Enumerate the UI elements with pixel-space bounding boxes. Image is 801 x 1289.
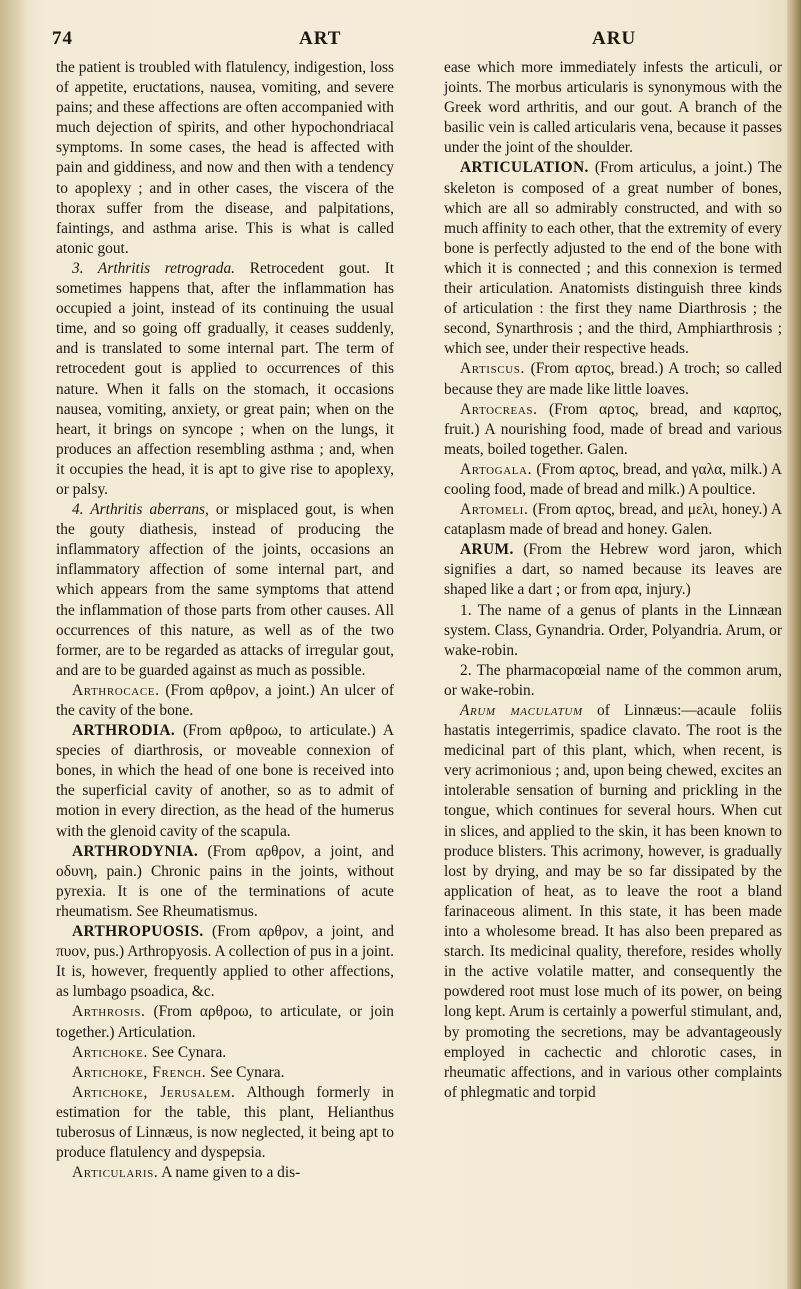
entry-headword: Artiscus. <box>460 360 525 378</box>
left-running-head: ART <box>299 28 342 49</box>
entry-headword: 1. <box>460 601 472 619</box>
dictionary-entry <box>444 540 782 600</box>
entry-headword: Arum maculatum <box>460 702 583 719</box>
entry-text: or misplaced gout, is when the gouty diathesis, instead of producing the inflammatory affection of the joints, occasions an inflammatory affection of some internal part, and which appears from the same symptoms that attend the inflammation of those parts from other causes. All occurrences of this nature, as well as of the two former, are to be regarded as attacks of irregular gout, and are to be guarded against as much as possible. <box>56 501 394 679</box>
entry-text: See Cynara. <box>206 1063 285 1081</box>
dictionary-entry <box>56 1002 394 1042</box>
entry-headword: Arthrosis. <box>72 1003 146 1021</box>
entry-headword: ARTHROPUOSIS. <box>72 923 204 941</box>
entry-text: (From αρτος, bread, and καρπος, fruit.) A nourishing food, made of bread and various meats, boiled together. Galen. <box>444 400 782 458</box>
page-binding-shadow <box>0 0 28 1289</box>
entry-text: (From articulus, a joint.) The skeleton is composed of a great number of bones, which are all so admirably constructed, and with so much affinity to each other, that the extremity of every bone is perfectly adjusted to the end of the bone with which it is connected ; and this connexion is termed their articulation. Anatomists distinguish three kinds of articulation : the first they name Diarthrosis ; the second, Synarthrosis ; and the third, Amphiarthrosis ; which see, under their respective heads. <box>444 159 782 358</box>
dictionary-entry <box>56 1083 394 1163</box>
entry-text: A name given to a dis- <box>158 1164 301 1182</box>
right-running-head: ARU <box>592 28 637 49</box>
entry-text: (From αρθροω, to articulate, or join together.) Articulation. <box>56 1003 394 1041</box>
dictionary-entry <box>444 701 782 1103</box>
dictionary-entry <box>444 400 782 460</box>
dictionary-entry <box>444 158 782 359</box>
right-column <box>444 58 782 1103</box>
page-edge <box>787 0 801 1289</box>
entry-text: (From αρτος, bread.) A troch; so called because they are made like little loaves. <box>444 360 782 398</box>
entry-headword: Artomeli. <box>460 501 529 519</box>
dictionary-entry <box>56 1063 394 1083</box>
running-header <box>52 28 768 54</box>
entry-text: (From the Hebrew word jaron, which signifies a dart, so named because its leaves are shaped like a dart ; or from αρα, injury.) <box>444 541 782 599</box>
dictionary-entry <box>444 500 782 540</box>
dictionary-entry <box>56 681 394 721</box>
entry-text: (From αρθρον, a joint, and πυον, pus.) Arthropyosis. A collection of pus in a joint. It is, however, frequently applied to other affections, as lumbago psoadica, &c. <box>56 923 394 1001</box>
entry-text: (From αρθρον, a joint, and οδυνη, pain.) Chronic pains in the joints, without pyrexia. It is one of the terminations of acute rheumatism. See Rheumatismus. <box>56 842 394 920</box>
entry-headword: 3. Arthritis retrograda. <box>72 259 236 277</box>
dictionary-entry <box>56 922 394 1002</box>
page-number: 74 <box>52 28 73 49</box>
entry-text: the patient is troubled with flatulency, indigestion, loss of appetite, eructations, nausea, vomiting, and severe pains; and these affections are often accompanied with much dejection of spirits, and other hypochondriacal symptoms. In some cases, the head is affected with pain and giddiness, and now and then with a tendency to apoplexy ; and in other cases, the viscera of the thorax suffer from the disease, and palpitations, faintings, and asthma arise. This is what is called atonic gout. <box>56 59 394 257</box>
dictionary-entry <box>444 359 782 399</box>
entry-headword: Artogala. <box>460 460 533 478</box>
entry-text: The pharmacopœial name of the common arum, or wake-robin. <box>444 661 782 699</box>
dictionary-entry <box>56 259 394 500</box>
entry-text: ease which more immediately infests the articuli, or joints. The morbus articularis is synonymous with the Greek word arthritis, and our gout. A branch of the basilic vein is called articularis vena, because it passes under the joint of the shoulder. <box>444 59 782 157</box>
dictionary-entry <box>444 601 782 661</box>
entry-text: Retrocedent gout. It sometimes happens that, after the inflammation has occupied a joint, instead of its continuing the usual time, and so going off gradually, it ceases suddenly, and is translated to some internal part. The term of retrocedent gout is applied to occurrences of this nature. When it falls on the stomach, it occasions nausea, vomiting, anxiety, or great pain; when on the heart, it brings on syncope ; when on the lungs, it produces an affection resembling asthma ; and, when it occupies the head, it is apt to give rise to apoplexy, or palsy. <box>56 259 394 498</box>
dictionary-entry <box>56 842 394 922</box>
entry-headword: ARTHRODYNIA. <box>72 842 199 860</box>
entry-headword: ARUM. <box>460 541 514 559</box>
entry-headword: Artichoke, French. <box>72 1063 207 1081</box>
entry-headword: 2. <box>460 661 472 679</box>
dictionary-entry <box>56 721 394 842</box>
entry-headword: 4. Arthritis aberrans, <box>72 501 209 519</box>
entry-headword: ARTHRODIA. <box>72 722 176 740</box>
entry-headword: Artichoke, Jerusalem. <box>72 1083 236 1101</box>
entry-text: (From αρθρον, a joint.) An ulcer of the cavity of the bone. <box>56 681 394 719</box>
dictionary-entry <box>444 661 782 701</box>
entry-text: See Cynara. <box>147 1043 227 1061</box>
dictionary-entry <box>56 1043 394 1063</box>
entry-headword: Artichoke. <box>72 1043 148 1061</box>
entry-text: Although formerly in estimation for the table, this plant, Helianthus tuberosus of Linnæus, is now neglected, it being apt to produce flatulency and dyspepsia. <box>56 1083 395 1162</box>
entry-headword: ARTICULATION. <box>460 159 589 177</box>
entry-text: The name of a genus of plants in the Linnæan system. Class, Gynandria. Order, Polyandria. Arum, or wake-robin. <box>444 601 782 659</box>
dictionary-entry <box>444 58 782 158</box>
entry-text: (From αρτος, bread, and μελι, honey.) A cataplasm made of bread and honey. Galen. <box>444 501 782 539</box>
dictionary-entry <box>56 1163 394 1183</box>
entry-text: (From αρθροω, to articulate.) A species of diarthrosis, or moveable connexion of bones, in which the head of one bone is received into the superficial cavity of another, so as to admit of motion in every direction, as the head of the humerus with the glenoid cavity of the scapula. <box>56 722 394 840</box>
dictionary-entry <box>444 460 782 500</box>
entry-headword: Arthrocace. <box>72 681 160 699</box>
dictionary-entry <box>56 58 394 259</box>
dictionary-entry <box>56 500 394 681</box>
entry-headword: Articularis. <box>72 1164 159 1182</box>
entry-text: (From αρτος, bread, and γαλα, milk.) A cooling food, made of bread and milk.) A poultice. <box>444 460 782 498</box>
entry-headword: Artocreas. <box>460 400 538 418</box>
entry-text: of Linnæus:—acaule foliis hastatis integerrimis, spadice clavato. The root is the medicinal part of this plant, which, when recent, is very acrimonious ; and, upon being chewed, excites an intolerable sensation of burning and prickling in the tongue, which continues for several hours. When cut in slices, and applied to the skin, it has been known to produce blisters. This acrimony, however, is gradually lost by drying, and may be so far dissipated by the application of heat, as to leave the root a bland farinaceous aliment. In this state, it has been made into a wholesome bread. It has also been prepared as starch. Its medicinal quality, therefore, resides wholly in the active volatile matter, and consequently the powdered root must lose much of its power, on being long kept. Arum is certainly a powerful stimulant, and, by promoting the secretions, may be advantageously employed in cachectic and chlorotic cases, in rheumatic affections, and in various other complaints of phlegmatic and torpid <box>444 702 783 1101</box>
left-column <box>56 58 394 1183</box>
